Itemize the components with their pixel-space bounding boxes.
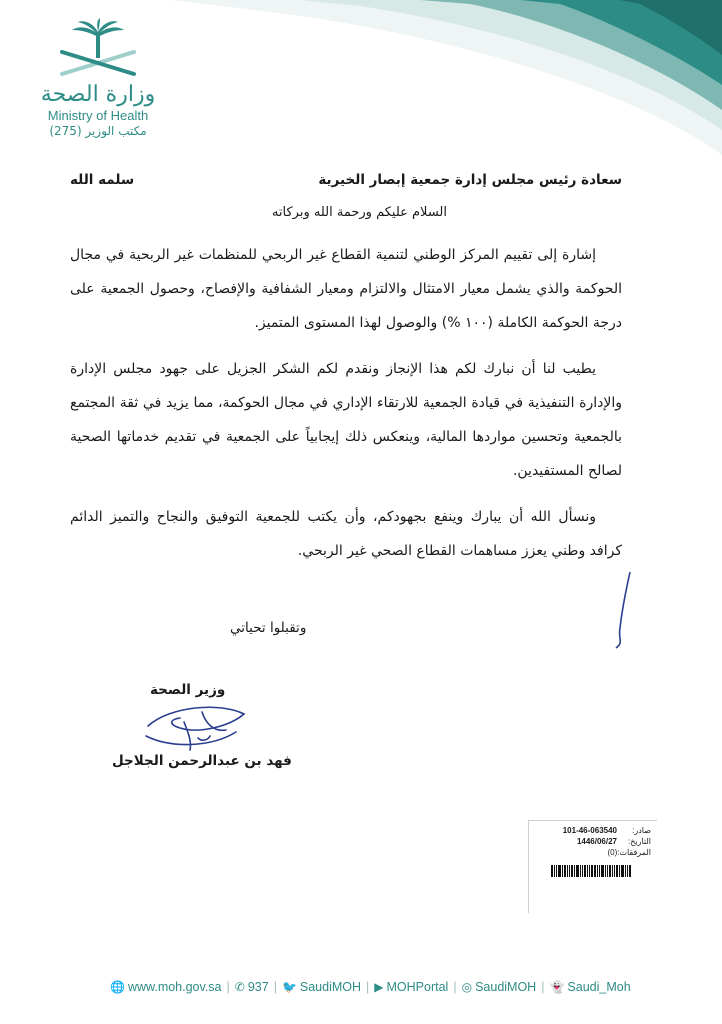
recipient: سعادة رئيس مجلس إدارة جمعية إبصار الخيرية — [318, 172, 622, 188]
ministry-name-en: Ministry of Health — [47, 108, 149, 123]
footer-twitter[interactable]: 🐦 SaudiMOH — [281, 980, 362, 994]
ministry-name-ar: وزارة الصحة — [40, 82, 156, 107]
signatory-name: فهد بن عبدالرحمن الجلاجل — [112, 753, 292, 769]
stamp-number-row — [529, 825, 651, 836]
addressee-line — [70, 172, 622, 196]
stamp-attachments-row — [529, 847, 651, 858]
paragraph: إشارة إلى تقييم المركز الوطني لتنمية القطاع غير الربحي للمنظمات غير الربحية في مجال الحوكمة والذي يشمل معيار الامتثال والالتزام ومعيار الشفافية والإفصاح، وحصول الجمعية على درجة الحوكمة الكاملة (١٠٠ %) والوصول لهذا المستوى المتميز. — [70, 247, 622, 331]
signatory-title: وزير الصحة — [150, 682, 226, 698]
snapchat-icon: 👻 — [549, 980, 565, 994]
barcode — [551, 865, 651, 877]
youtube-icon: ▶ — [374, 980, 384, 994]
stamp-date-row — [529, 836, 651, 847]
palm-swords-emblem-icon — [48, 18, 148, 80]
stamp-date-label: التاريخ: — [628, 837, 651, 846]
footer-snapchat[interactable]: 👻 Saudi_Moh — [549, 980, 631, 994]
stamp-number: 101-46-063540 — [562, 826, 617, 835]
stamp-attachments: المرفقات:(0) — [607, 848, 651, 857]
twitter-icon: 🐦 — [281, 980, 297, 994]
globe-icon: 🌐 — [110, 980, 125, 994]
footer-phone[interactable]: ✆ 937 — [234, 980, 269, 994]
handwritten-mark — [612, 570, 636, 650]
footer-youtube[interactable]: ▶ MOHPortal — [374, 980, 449, 994]
outgoing-stamp — [528, 820, 657, 913]
stamp-date: 1446/06/27 — [576, 837, 617, 846]
footer-contacts: 🌐 www.moh.gov.sa | ✆ 937 | 🐦 SaudiMOH | ▶ MOHPortal | ◎ SaudiMOH | 👻 Saudi_Moh — [110, 980, 631, 994]
instagram-icon: ◎ — [461, 980, 473, 994]
stamp-number-label: صادر: — [632, 826, 651, 835]
paragraph: يطيب لنا أن نبارك لكم هذا الإنجاز ونقدم لكم الشكر الجزيل على جهود مجلس الإدارة والإدارة التنفيذية في قيادة الجمعية للارتقاء الإداري في مجال الحوكمة، مما يزيد في ثقة المجتمع بالجمعية وتحسين مواردها المالية، وينعكس ذلك إيجابياً على الجمعية في تقديم خدماتها الصحية لصالح المستفيدين. — [70, 361, 622, 479]
recipient-blessing: سلمه الله — [70, 172, 135, 188]
footer-instagram[interactable]: ◎ SaudiMOH — [461, 980, 537, 994]
closing: وتقبلوا تحياتي — [230, 620, 307, 636]
paragraph: ونسأل الله أن يبارك وينفع بجهودكم، وأن يكتب للجمعية التوفيق والنجاح والتميز الدائم كرافد وطني يعزز مساهمات القطاع الصحي غير الربحي. — [70, 509, 622, 559]
phone-icon: ✆ — [234, 980, 245, 994]
handwritten-signature — [140, 692, 250, 754]
footer-website[interactable]: 🌐 www.moh.gov.sa — [110, 980, 222, 994]
greeting: السلام عليكم ورحمة الله وبركاته — [271, 205, 447, 220]
minister-office-label: مكتب الوزير (275) — [49, 124, 147, 138]
ministry-logo — [28, 18, 168, 139]
letter-body — [70, 238, 622, 580]
